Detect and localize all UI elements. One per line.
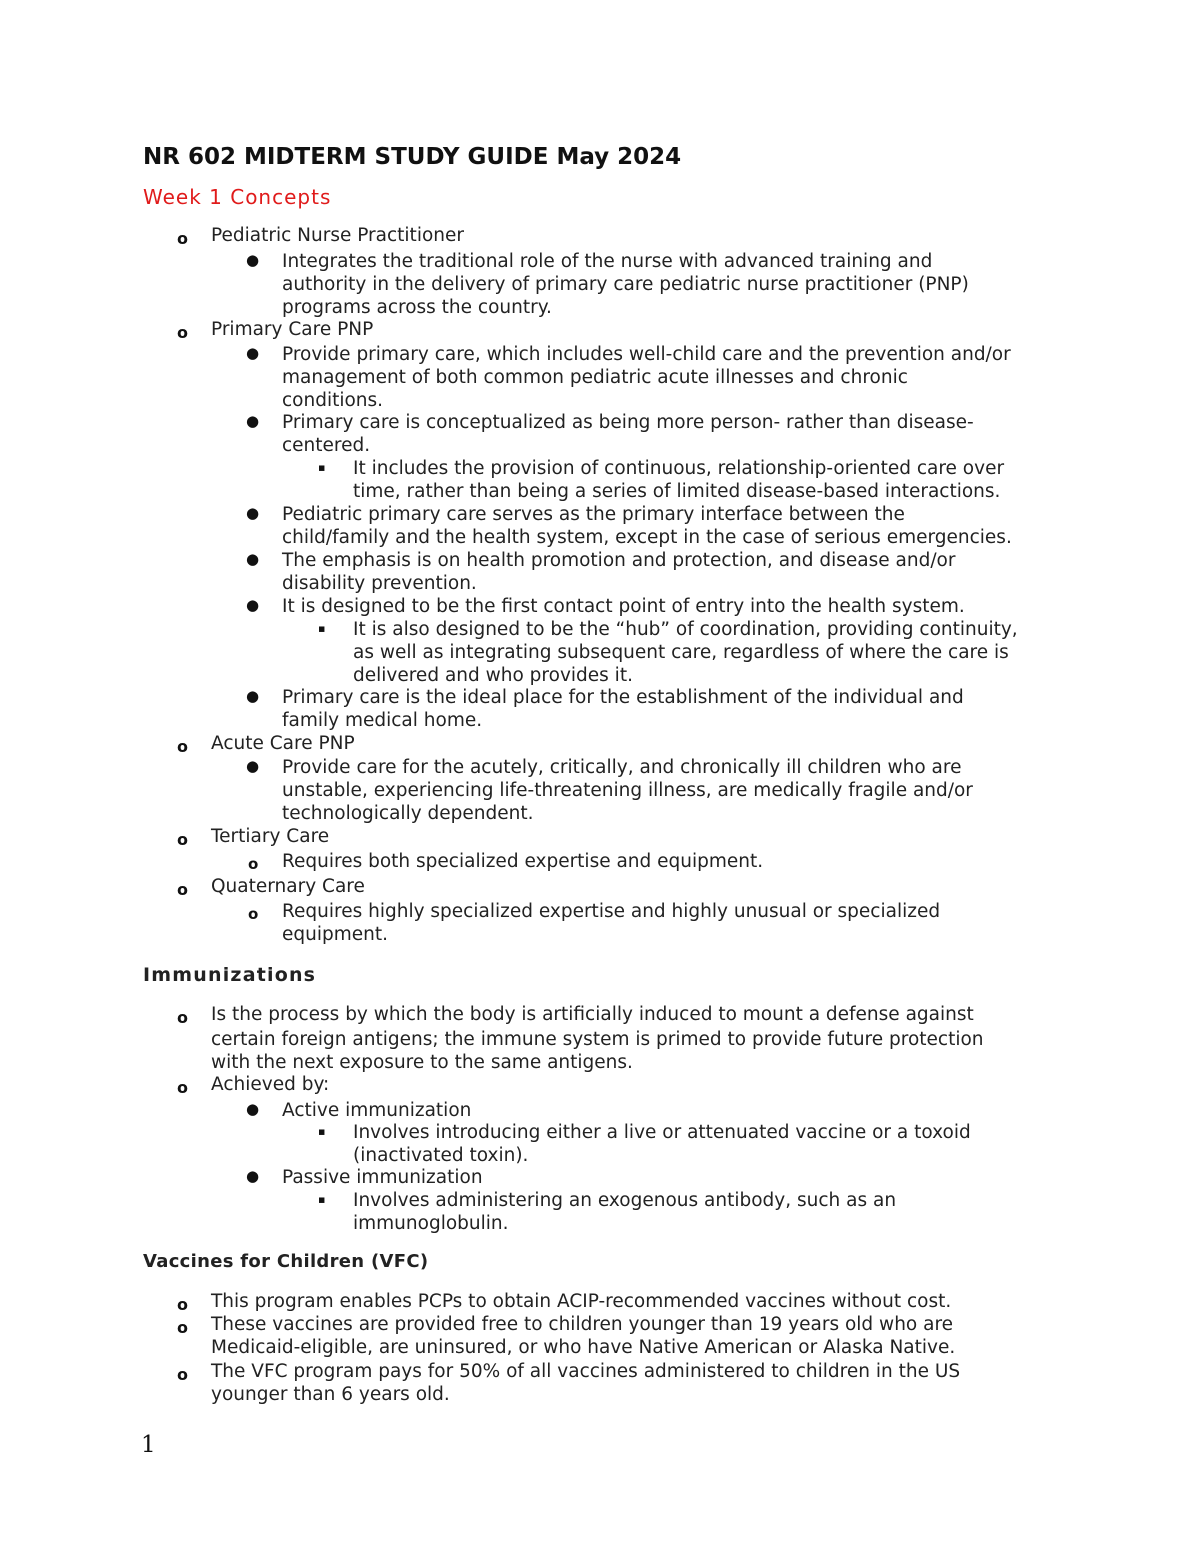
list-item: ● The emphasis is on health promotion and protection, and disease and/or disability prevention. [246, 550, 956, 594]
list-item: o The VFC program pays for 50% of all vaccines administered to children in the US younger than 6 years old. [177, 1361, 961, 1405]
square-bullet-icon: ▪ [318, 1193, 326, 1206]
list-item: ▪ It is also designed to be the “hub” of coordination, providing continuity, as well as integrating subsequent care, regardless of where the care is delivered and who provides it. [318, 619, 1018, 686]
list-item: ● Integrates the traditional role of the nurse with advanced training and authority in the delivery of primary care pediatric nurse practitioner (PNP) programs across the country. [246, 251, 969, 318]
list-item-text: Acute Care PNP [211, 733, 355, 754]
dot-bullet-icon: ● [246, 596, 260, 614]
list-item [177, 732, 355, 756]
square-bullet-icon: ▪ [318, 461, 326, 474]
dot-bullet-icon: ● [246, 1167, 260, 1185]
list-item [177, 318, 374, 342]
list-item: ▪ It includes the provision of continuous, relationship-oriented care over time, rather than being a series of limited disease-based interactions. [318, 458, 1005, 502]
o-bullet-icon: o [177, 830, 188, 849]
dot-bullet-icon: ● [246, 1100, 260, 1118]
vfc-heading: Vaccines for Children (VFC) [143, 1251, 429, 1272]
list-item: ● Primary care is conceptualized as being more person- rather than disease- centered. [246, 412, 974, 456]
list-item: o These vaccines are provided free to children younger than 19 years old who are Medicaid-eligible, are uninsured, or who have Native American or Alaska Native. [177, 1314, 956, 1358]
o-bullet-icon: o [177, 1008, 188, 1027]
o-bullet-icon: o [177, 737, 188, 756]
square-bullet-icon: ▪ [318, 1125, 326, 1138]
o-bullet-icon: o [177, 229, 188, 248]
list-item: ● It is designed to be the first contact point of entry into the health system. [246, 596, 965, 617]
o-bullet-icon: o [177, 1078, 188, 1097]
dot-bullet-icon: ● [246, 251, 260, 269]
list-item: ● Primary care is the ideal place for the establishment of the individual and family medical home. [246, 687, 964, 731]
list-item [177, 825, 330, 849]
o-bullet-icon: o [248, 905, 259, 923]
list-item: ● Provide primary care, which includes well-child care and the prevention and/or management of both common pediatric acute illnesses and chronic conditions. [246, 344, 1011, 411]
list-item-text: Quaternary Care [211, 876, 365, 897]
dot-bullet-icon: ● [246, 757, 260, 775]
immunizations-heading: Immunizations [143, 964, 317, 986]
list-item: ● Active immunization [246, 1100, 472, 1121]
o-bullet-icon: o [248, 855, 259, 873]
dot-bullet-icon: ● [246, 550, 260, 568]
list-item: ● Passive immunization [246, 1167, 483, 1188]
week1-heading: Week 1 Concepts [143, 185, 332, 209]
o-bullet-icon: o [177, 1365, 188, 1384]
list-item [177, 875, 365, 899]
list-item-text: Achieved by: [211, 1074, 330, 1095]
o-bullet-icon: o [177, 1318, 188, 1337]
dot-bullet-icon: ● [246, 504, 260, 522]
dot-bullet-icon: ● [246, 687, 260, 705]
list-item: ● Pediatric primary care serves as the primary interface between the child/family and the health system, except in the case of serious emergencies. [246, 504, 1012, 548]
o-bullet-icon: o [177, 323, 188, 342]
list-item: ▪ Involves introducing either a live or attenuated vaccine or a toxoid (inactivated toxin). [318, 1122, 971, 1166]
list-item-text: Pediatric Nurse Practitioner [211, 225, 464, 246]
list-item [177, 224, 464, 248]
list-item: o Requires highly specialized expertise and highly unusual or specialized equipment. [248, 901, 941, 945]
list-item: ● Provide care for the acutely, critically, and chronically ill children who are unstable, experiencing life-threatening illness, are medically fragile and/or technologically dependent. [246, 757, 973, 824]
dot-bullet-icon: ● [246, 344, 260, 362]
list-item: o Requires both specialized expertise and equipment. [282, 850, 763, 873]
list-item: o Is the process by which the body is artificially induced to mount a defense against certain foreign antigens; the immune system is primed to provide future protection with the next exposure to the same antigens. [177, 1004, 984, 1073]
list-item-text: Primary Care PNP [211, 319, 374, 340]
o-bullet-icon: o [177, 1295, 188, 1314]
list-item [177, 1073, 330, 1097]
page-number: 1 [141, 1432, 156, 1458]
dot-bullet-icon: ● [246, 412, 260, 430]
list-item: o This program enables PCPs to obtain ACIP-recommended vaccines without cost. [177, 1291, 952, 1314]
document-title: NR 602 MIDTERM STUDY GUIDE May 2024 [143, 144, 682, 170]
list-item: ▪ Involves administering an exogenous antibody, such as an immunoglobulin. [318, 1190, 897, 1234]
o-bullet-icon: o [177, 880, 188, 899]
square-bullet-icon: ▪ [318, 622, 326, 635]
list-item-text: Tertiary Care [211, 826, 330, 847]
